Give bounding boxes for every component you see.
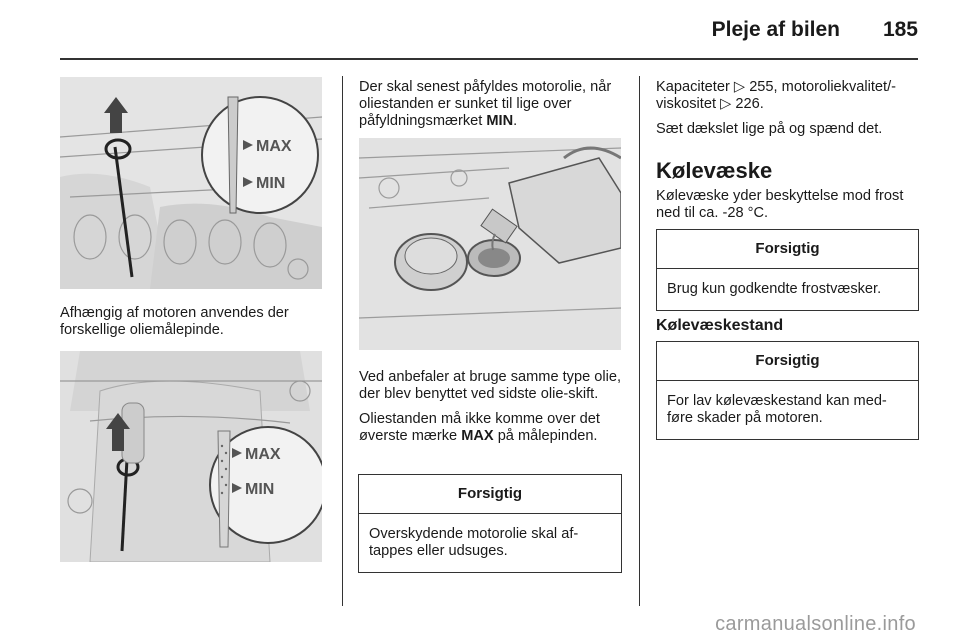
oil-max-paragraph: Oliestanden må ikke komme over det øverste mærke MAX på målepinden. xyxy=(359,411,600,444)
dipstick-illustration-2 xyxy=(60,351,322,562)
page-ref-capacities[interactable]: 255 xyxy=(749,79,774,95)
oil-fill-paragraph: Der skal senest påfyldes motorolie, når oliestanden er sunket til lige over påfyldningsmærket MIN. xyxy=(359,79,612,129)
max-mark: MAX xyxy=(461,428,494,444)
column-divider-2 xyxy=(639,76,640,606)
coolant-heading: Kølevæske xyxy=(656,158,773,183)
caution-body: Overskydende motorolie skal af-tappes eller udsuges. xyxy=(369,526,579,559)
caution-title: Forsigtig xyxy=(657,230,918,269)
oil-recommendations xyxy=(359,369,627,453)
capacity-paragraph: Kapaciteter ▷ 255, motoroliekvalitet/-viskositet ▷ 226. Sæt dækslet lige på og spænd det. xyxy=(656,79,924,146)
header-rule xyxy=(60,58,918,60)
header-title: Pleje af bilen xyxy=(711,18,840,41)
dipstick-illustration-1 xyxy=(60,77,322,289)
oil-type-paragraph: Ved anbefaler at bruge samme type olie, der blev benyttet ved sidste olie-skift. xyxy=(359,369,622,402)
max-label: MAX xyxy=(245,446,281,463)
page-reference-icon: ▷ xyxy=(720,96,732,112)
min-mark: MIN xyxy=(486,113,514,129)
watermark: carmanualsonline.info xyxy=(715,613,916,635)
oil-filling-illustration xyxy=(359,138,621,350)
coolant-level-heading: Kølevæskestand xyxy=(656,317,784,334)
dipstick-note: Afhængig af motoren anvendes der forskellige oliemålepinde. xyxy=(60,305,289,338)
caution-title: Forsigtig xyxy=(359,475,621,514)
caution-body: For lav kølevæskestand kan med-føre skader på motoren. xyxy=(667,393,887,426)
max-label: MAX xyxy=(256,138,292,155)
page-reference-icon: ▷ xyxy=(733,79,746,95)
min-label: MIN xyxy=(245,481,275,498)
caution-box-oil xyxy=(358,474,622,573)
caution-body: Brug kun godkendte frostvæsker. xyxy=(667,281,882,297)
page-ref-viscosity[interactable]: 226 xyxy=(735,96,760,112)
caution-title: Forsigtig xyxy=(657,342,918,381)
coolant-paragraph: Kølevæske yder beskyttelse mod frost ned til ca. -28 °C. xyxy=(656,188,904,221)
caution-box-coolant xyxy=(656,229,919,311)
cap-instruction: Sæt dækslet lige på og spænd det. xyxy=(656,121,883,137)
page-number: 185 xyxy=(882,18,918,41)
column-divider-1 xyxy=(342,76,343,606)
caution-box-coolant-level xyxy=(656,341,919,440)
min-label: MIN xyxy=(256,175,286,192)
